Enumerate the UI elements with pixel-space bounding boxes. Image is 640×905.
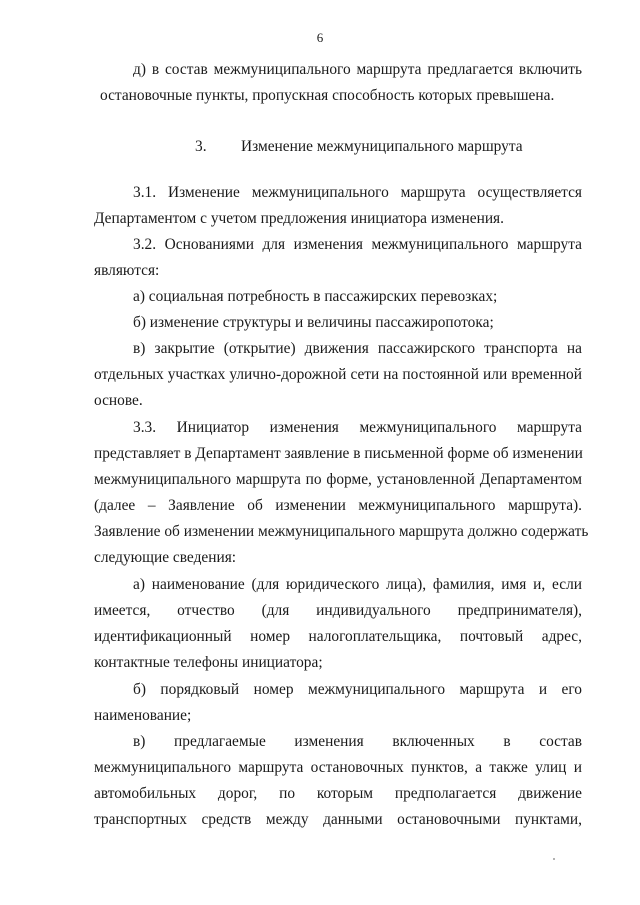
paragraph-line: отдельных участках улично-дорожной сети на постоянной или временной bbox=[94, 366, 582, 383]
paragraph-line: транспортных средств между данными остановочными пунктами, bbox=[94, 811, 582, 828]
paragraph-line: в) предлагаемые изменения включенных в состав bbox=[133, 733, 582, 750]
paragraph-line: межмуниципального маршрута по форме, установленной Департаментом bbox=[94, 471, 582, 488]
paragraph-line: наименование; bbox=[94, 707, 192, 724]
paragraph-line: Заявление об изменении межмуниципального маршрута должно содержать bbox=[94, 523, 589, 540]
section-title: Изменение межмуниципального маршрута bbox=[241, 138, 523, 155]
paragraph-line: 3.1. Изменение межмуниципального маршрута осуществляется bbox=[133, 184, 582, 201]
section-number: 3. bbox=[195, 138, 207, 155]
paragraph-line: в) закрытие (открытие) движения пассажирского транспорта на bbox=[133, 340, 582, 357]
paragraph-line: а) социальная потребность в пассажирских перевозках; bbox=[133, 288, 498, 305]
paragraph-line: следующие сведения: bbox=[94, 549, 237, 566]
paragraph-line: 3.2. Основаниями для изменения межмуниципального маршрута bbox=[133, 236, 582, 253]
paragraph-line: а) наименование (для юридического лица), фамилия, имя и, если bbox=[133, 576, 582, 593]
paragraph-line: представляет в Департамент заявление в письменной форме об изменении bbox=[94, 445, 583, 462]
page-number: 6 bbox=[316, 30, 324, 45]
paragraph-line: б) изменение структуры и величины пассажиропотока; bbox=[133, 314, 494, 331]
paragraph-line: б) порядковый номер межмуниципального маршрута и его bbox=[133, 681, 582, 698]
paragraph-line: являются: bbox=[94, 262, 160, 279]
paragraph-line: имеется, отчество (для индивидуального предпринимателя), bbox=[94, 602, 582, 619]
paragraph-line: д) в состав межмуниципального маршрута предлагается включить bbox=[133, 61, 582, 78]
paragraph-line: остановочные пункты, пропускная способность которых превышена. bbox=[100, 87, 555, 104]
paragraph-line: межмуниципального маршрута остановочных пунктов, а также улиц и bbox=[94, 759, 582, 776]
paragraph-line: контактные телефоны инициатора; bbox=[94, 654, 323, 671]
paragraph-line: основе. bbox=[94, 392, 143, 409]
paragraph-line: (далее – Заявление об изменении межмуниципального маршрута). bbox=[94, 497, 582, 514]
scan-speck bbox=[553, 858, 555, 860]
paragraph-line: автомобильных дорог, по которым предполагается движение bbox=[94, 785, 582, 802]
paragraph-line: идентификационный номер налогоплательщика, почтовый адрес, bbox=[94, 628, 582, 645]
paragraph-line: 3.3. Инициатор изменения межмуниципального маршрута bbox=[133, 419, 582, 436]
paragraph-line: Департаментом с учетом предложения инициатора изменения. bbox=[94, 210, 504, 227]
